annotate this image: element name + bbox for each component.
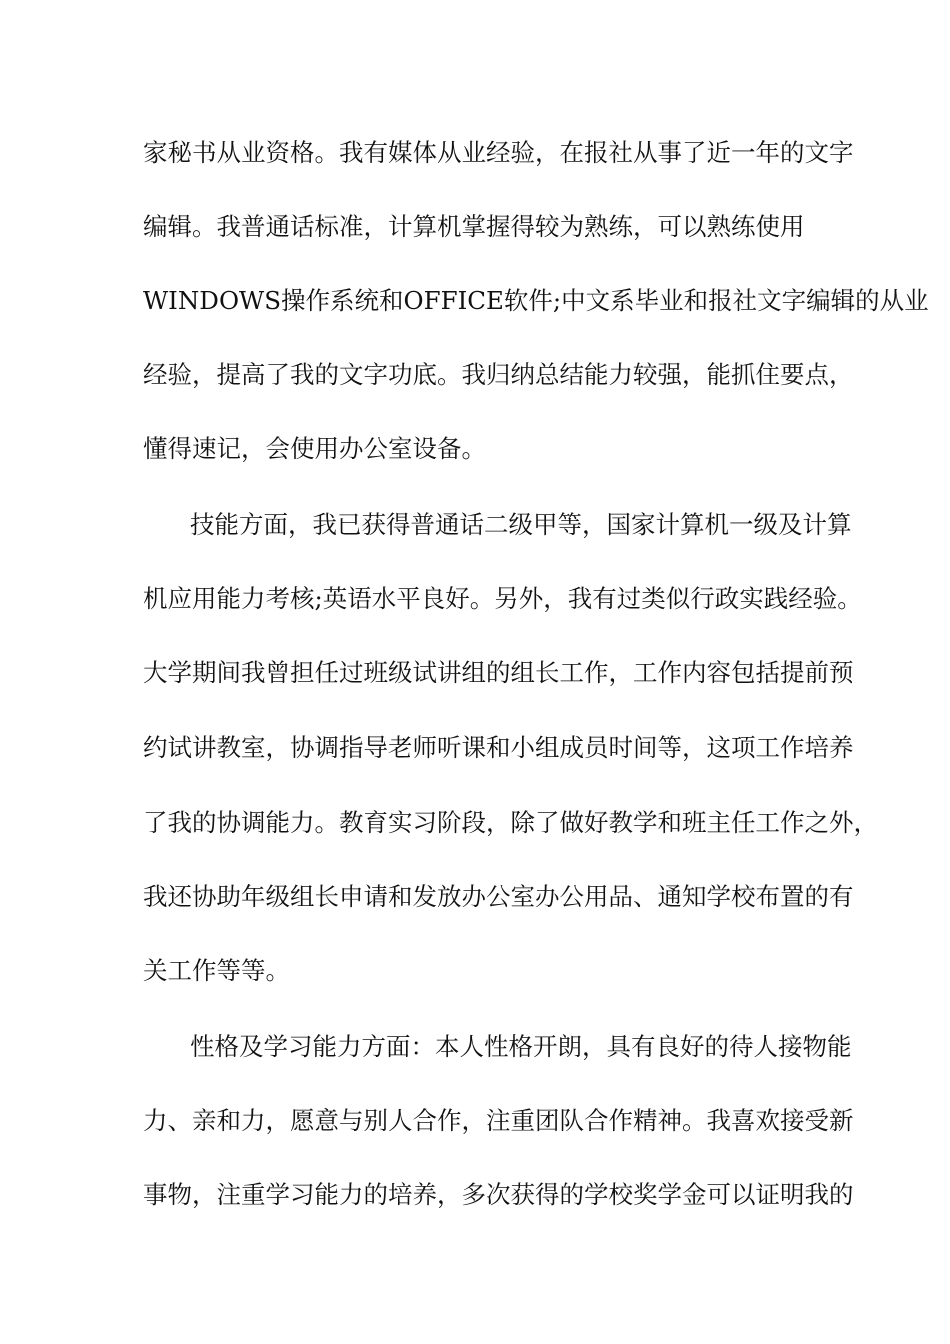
text-line: 经验，提高了我的文字功底。我归纳总结能力较强，能抓住要点， [143,360,854,389]
text-line: 约试讲教室，协调指导老师听课和小组成员时间等，这项工作培养 [143,733,854,762]
text-line: 我还协助年级组长申请和发放办公室办公用品、通知学校布置的有 [143,882,854,911]
text-line: 懂得速记，会使用办公室设备。 [143,434,486,463]
paragraph-first-line: 性格及学习能力方面：本人性格开朗，具有良好的待人接物能 [190,1032,852,1061]
text-line: WINDOWS操作系统和OFFICE软件;中文系毕业和报社文字编辑的从业 [143,286,929,315]
paragraph-first-line: 技能方面，我已获得普通话二级甲等，国家计算机一级及计算 [190,510,852,539]
text-line: 事物，注重学习能力的培养，多次获得的学校奖学金可以证明我的 [143,1180,854,1209]
text-line: 了我的协调能力。教育实习阶段，除了做好教学和班主任工作之外， [143,808,878,837]
text-line: 力、亲和力，愿意与别人合作，注重团队合作精神。我喜欢接受新 [143,1106,854,1135]
text-line: 大学期间我曾担任过班级试讲组的组长工作，工作内容包括提前预 [143,658,854,687]
text-line: 机应用能力考核;英语水平良好。另外，我有过类似行政实践经验。 [143,584,862,613]
text-line: 关工作等等。 [143,956,290,985]
text-line: 编辑。我普通话标准，计算机掌握得较为熟练，可以熟练使用 [143,212,805,241]
text-line: 家秘书从业资格。我有媒体从业经验，在报社从事了近一年的文字 [143,138,854,167]
